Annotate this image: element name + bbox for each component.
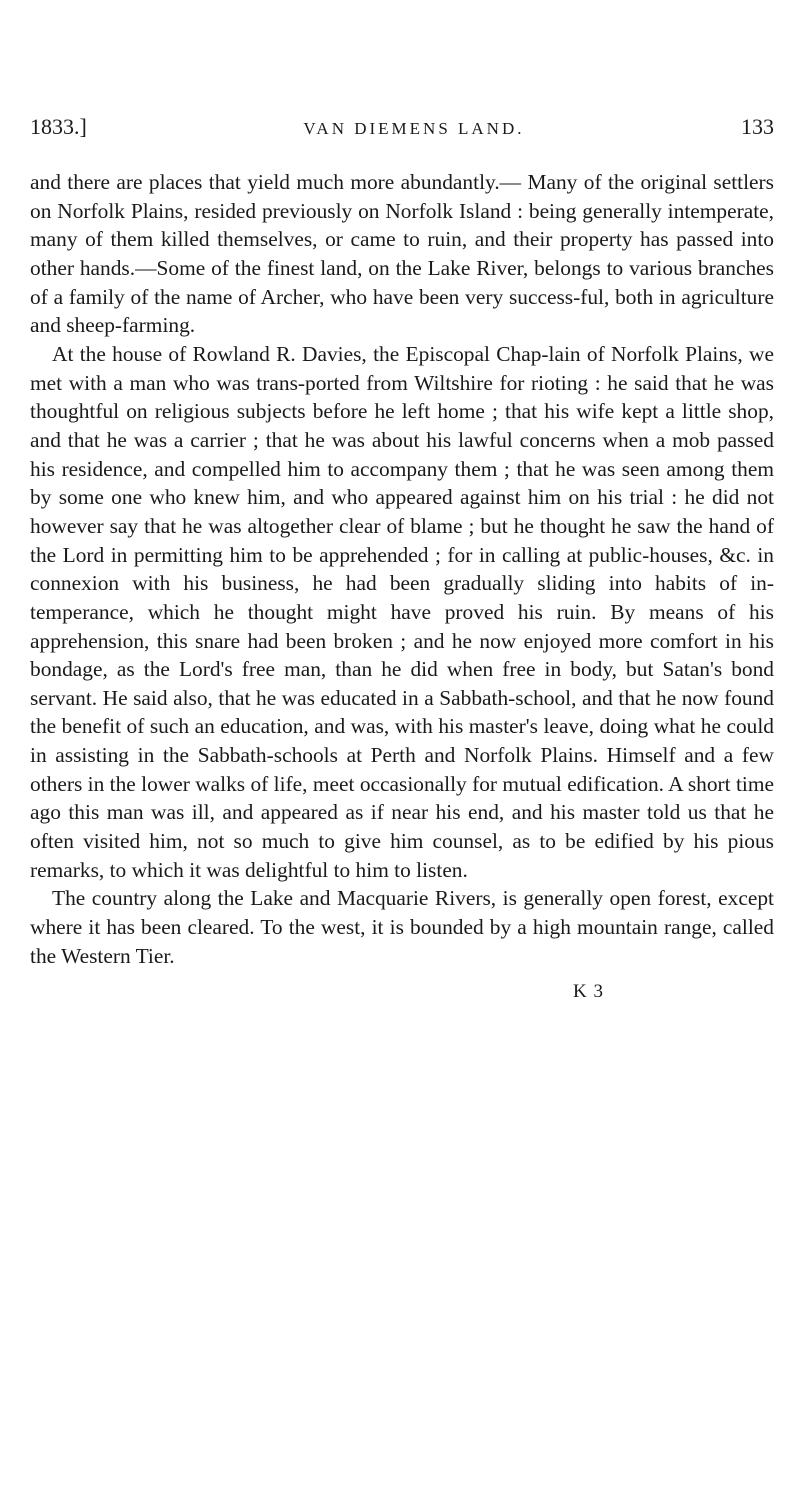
paragraph-1: and there are places that yield much more abundantly.— Many of the original settlers on Norfolk Plains, resided previously on Norfolk Island : being generally intemperate, many of them killed themselves, or came to ruin, and their property has passed into other hands.—Some of the finest land, on the Lake River, belongs to various branches of a family of the name of Archer, who have been very success-ful, both in agriculture and sheep-farming. xyxy=(30,170,774,338)
running-head xyxy=(30,112,774,142)
running-head-title: VAN DIEMENS LAND. xyxy=(303,119,525,138)
paragraph-3: The country along the Lake and Macquarie Rivers, is generally open forest, except where it has been cleared. To the west, it is bounded by a high mountain range, called the Western Tier. xyxy=(30,886,774,968)
printer-signature-mark: K 3 xyxy=(573,981,604,1003)
page-number: 133 xyxy=(741,114,774,139)
book-page xyxy=(30,112,774,1006)
paragraph-2: At the house of Rowland R. Davies, the Episcopal Chap-lain of Norfolk Plains, we met with a man who was trans-ported from Wiltshire for rioting : he said that he was thoughtful on religious subjects before he left home ; that his wife kept a little shop, and that he was a carrier ; that he was about his lawful concerns when a mob passed his residence, and compelled him to accompany them ; that he was seen among them by some one who knew him, and who appeared against him on his trial : he did not however say that he was altogether clear of blame ; but he thought he saw the hand of the Lord in permitting him to be apprehended ; for in calling at public-houses, &c. in connexion with his business, he had been gradually sliding into habits of in-temperance, which he thought might have proved his ruin. By means of his apprehension, this snare had been broken ; and he now enjoyed more comfort in his bondage, as the Lord's free man, than he did when free in body, but Satan's bond servant. He said also, that he was educated in a Sabbath-school, and that he now found the benefit of such an education, and was, with his master's leave, doing what he could in assisting in the Sabbath-schools at Perth and Norfolk Plains. Himself and a few others in the lower walks of life, meet occasionally for mutual edification. A short time ago this man was ill, and appeared as if near his end, and his master told us that he often visited him, not so much to give him counsel, as to be edified by his pious remarks, to which it was delightful to him to listen. xyxy=(30,341,774,882)
body-text xyxy=(30,168,774,970)
running-head-year: 1833.] xyxy=(30,114,87,139)
